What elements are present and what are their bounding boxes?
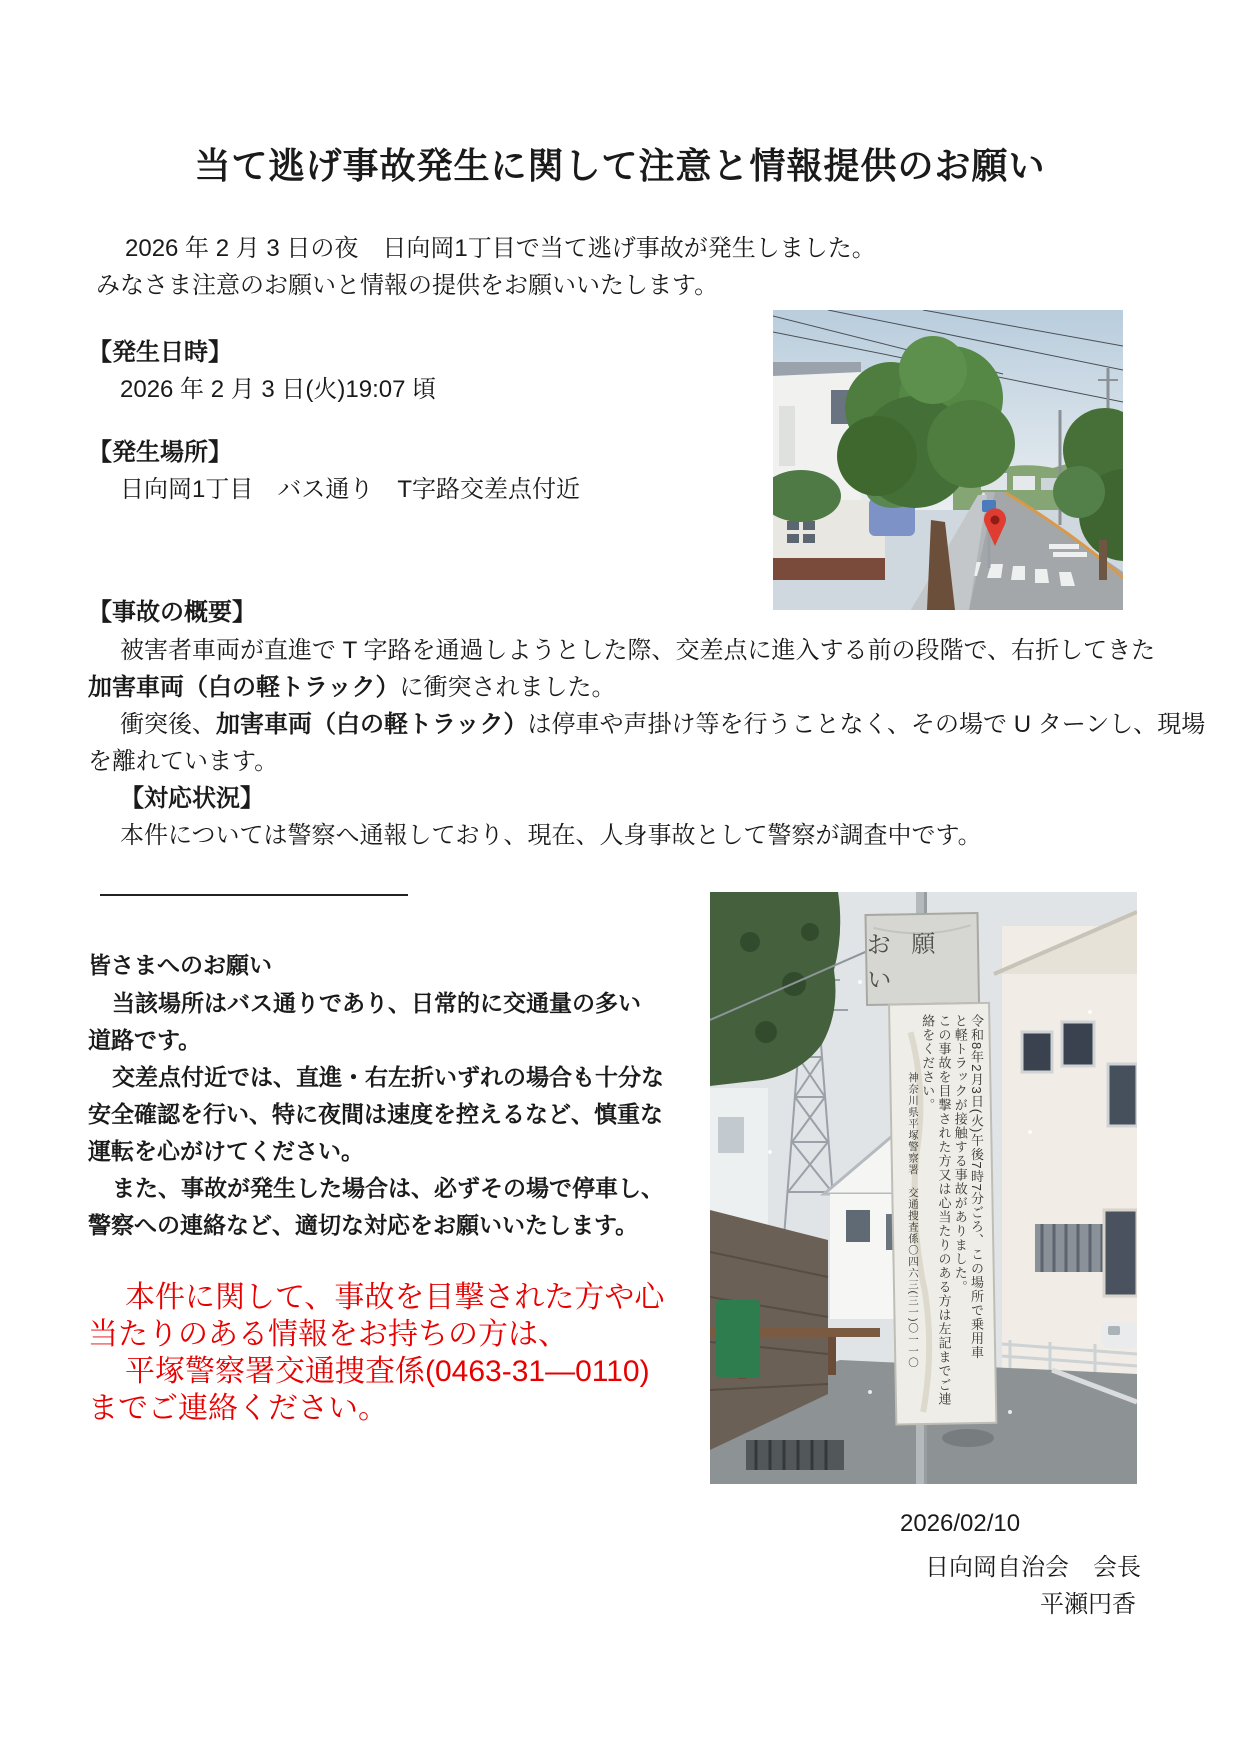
page-title: 当て逃げ事故発生に関して注意と情報提供のお願い — [194, 145, 1046, 186]
lattice-window — [1035, 1224, 1109, 1272]
drain-grate — [746, 1440, 844, 1470]
overview-line-3-bold: 加害車両（白の軽トラック） — [216, 711, 528, 738]
request-line: 当該場所はバス通りであり、日常的に交通量の多い — [112, 990, 641, 1016]
intro-line-2: みなさま注意のお願いと情報の提供をお願いいたします。 — [96, 272, 719, 299]
right-house — [994, 910, 1137, 1376]
overview-line-2 — [88, 673, 616, 703]
heading-response: 【対応状況】 — [120, 785, 264, 812]
footer-organization: 日向岡自治会 会長 — [925, 1554, 1141, 1581]
overview-line-4: を離れています。 — [88, 748, 279, 775]
sign-body-text — [889, 1004, 989, 1424]
request-line: 運転を心がけてください。 — [88, 1138, 364, 1164]
photo-signboard-site — [710, 892, 1137, 1484]
green-post-box — [716, 1300, 760, 1378]
footer-name: 平瀬円香 — [1040, 1591, 1136, 1618]
response-value: 本件については警察へ通報しており、現在、人身事故として警察が調査中です。 — [120, 822, 982, 849]
sign-column: と軽トラックが接触する事故がありました。 — [952, 1014, 968, 1294]
request-line: 警察への連絡など、適切な対応をお願いいたします。 — [88, 1212, 639, 1238]
front-door — [1104, 1210, 1137, 1296]
location-value: 日向岡1丁目 バス通り T字路交差点付近 — [120, 476, 581, 503]
request-line: 安全確認を行い、特に夜間は速度を控えるなど、慎重な — [88, 1101, 663, 1127]
separator-line — [100, 894, 408, 896]
heading-location: 【発生場所】 — [88, 439, 232, 466]
heading-datetime: 【発生日時】 — [88, 339, 232, 366]
sign-column: 令和8年2月3日(火)午後7時7分ごろ、この場所で乗用車 — [969, 1014, 984, 1360]
sign-column-police-contact: 神奈川県平塚警察署 交通捜査係〇四六三(三一)〇一一〇 — [907, 1072, 919, 1369]
overview-line-3-pre: 衝突後、 — [120, 711, 216, 738]
sign-column: この事故を目撃された方又は心当たりのある方は左記までご連 — [936, 1014, 952, 1406]
manhole — [942, 1429, 994, 1447]
datetime-value: 2026 年 2 月 3 日(火)19:07 頃 — [120, 376, 437, 403]
white-car — [1102, 1322, 1137, 1348]
overview-line-3 — [120, 710, 1205, 740]
overview-line-3-rest: は停車や声掛け等を行うことなく、その場で U ターンし、現場 — [527, 711, 1206, 738]
notice-phone-line: 平塚警察署交通捜査係(0463-31—0110) — [125, 1355, 650, 1388]
overview-line-2-bold: 加害車両（白の軽トラック） — [88, 674, 400, 701]
notice-line: までご連絡ください。 — [88, 1392, 388, 1425]
heading-overview: 【事故の概要】 — [88, 599, 256, 626]
intro-line-1: 2026 年 2 月 3 日の夜 日向岡1丁目で当て逃げ事故が発生しました。 — [125, 235, 876, 262]
photo-street-view — [773, 310, 1123, 610]
footer-date: 2026/02/10 — [900, 1510, 1021, 1537]
request-line: また、事故が発生した場合は、必ずその場で停車し、 — [112, 1175, 664, 1201]
sign-column: 絡をください。 — [920, 1014, 936, 1112]
notice-line: 当たりのある情報をお持ちの方は、 — [88, 1318, 568, 1351]
request-line: 道路です。 — [88, 1027, 202, 1053]
notice-line: 本件に関して、事故を目撃された方や心 — [125, 1281, 665, 1314]
street-view-illustration — [773, 310, 1123, 610]
left-house — [710, 1088, 768, 1233]
overview-line-1: 被害者車両が直進で T 字路を通過しようとした際、交差点に進入する前の段階で、右折してきた — [120, 637, 1156, 664]
sign-header-text: お 願 い — [866, 930, 943, 994]
left-house-window — [718, 1117, 744, 1153]
request-line: 交差点付近では、直進・右左折いずれの場合も十分な — [112, 1064, 664, 1090]
overview-line-2-rest: に衝突されました。 — [399, 674, 616, 701]
request-heading: 皆さまへのお願い — [88, 952, 272, 978]
